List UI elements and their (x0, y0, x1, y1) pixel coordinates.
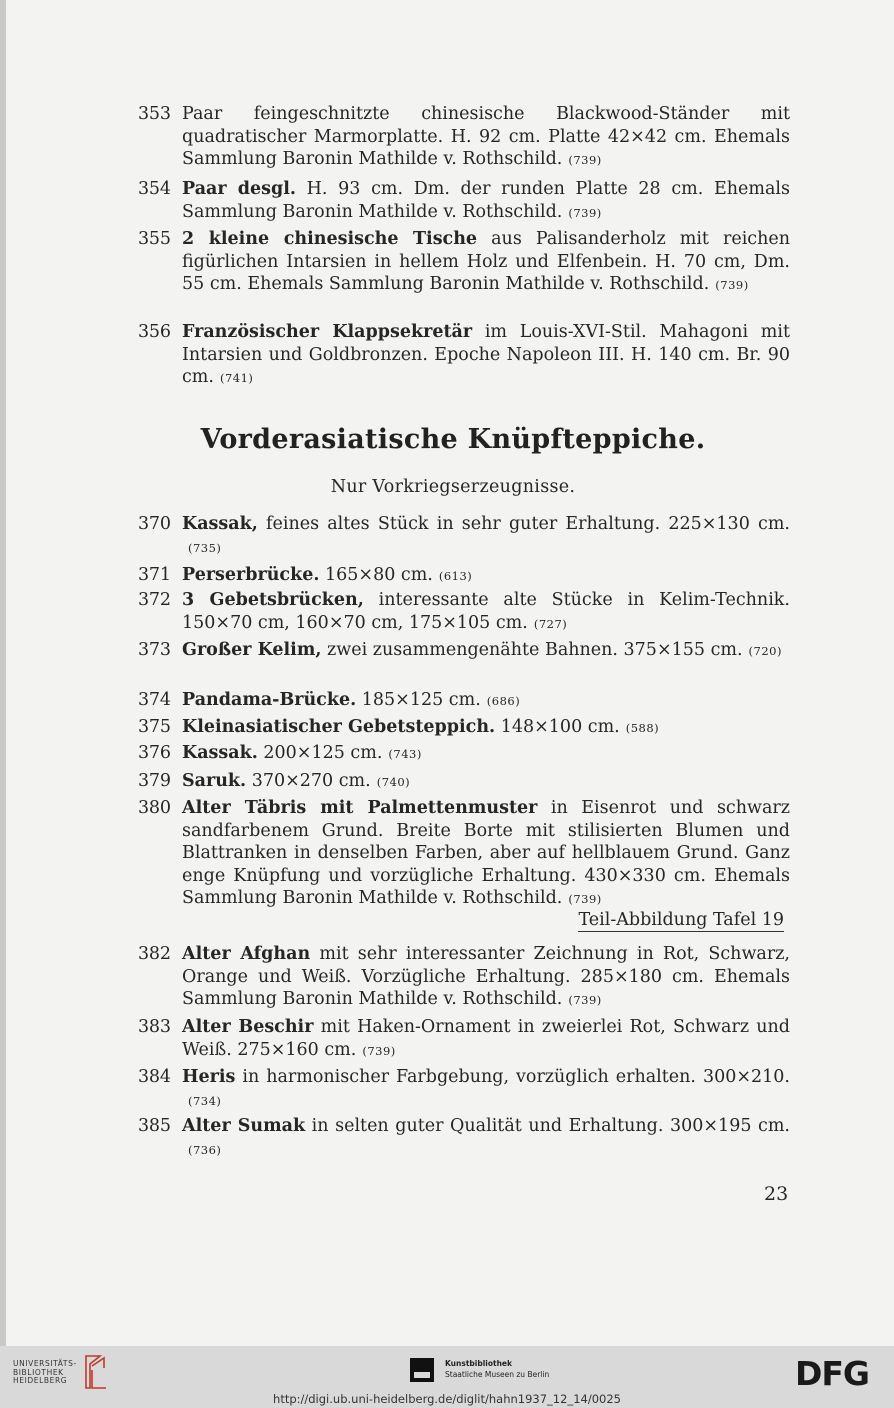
entry-number: 385 (138, 1116, 171, 1136)
page-number: 23 (764, 1183, 789, 1205)
entry-number: 371 (138, 565, 171, 585)
university-library-logo: UNIVERSITÄTS- BIBLIOTHEK HEIDELBERG (13, 1359, 77, 1386)
entry-title: Kassak. (182, 743, 258, 763)
catalog-entry (138, 639, 790, 663)
kunstbibliothek-icon (410, 1358, 434, 1382)
entry-title: Pandama-Brücke. (182, 690, 357, 710)
entry-title: Alter Täbris mit Palmettenmuster (182, 798, 538, 818)
entry-reference: (686) (486, 694, 521, 708)
entry-reference: (739) (568, 153, 602, 168)
entry-number: 382 (138, 944, 171, 964)
dfg-logo: DFG (795, 1354, 870, 1393)
entry-number: 375 (138, 717, 171, 737)
entry-reference: (743) (388, 747, 422, 761)
entry-number: 370 (138, 514, 171, 534)
entry-description: 165×80 cm. (325, 565, 433, 585)
entry-description: 148×100 cm. (500, 717, 620, 737)
catalog-entry (138, 228, 790, 297)
entry-reference: (720) (748, 644, 782, 658)
entry-number: 356 (138, 322, 171, 342)
catalog-entry (138, 716, 790, 740)
entry-title: Kleinasiatischer Gebetsteppich. (182, 717, 496, 737)
entry-reference: (739) (715, 278, 749, 293)
entry-title: Alter Afghan (182, 944, 311, 964)
entry-number: 376 (138, 743, 171, 763)
entry-reference: (613) (438, 569, 473, 583)
entry-description: zwei zusammengenähte Bahnen. 375×155 cm. (327, 640, 743, 660)
entry-description: mit sehr interessanter Zeichnung in Rot, Schwarz, Orange und Weiß. Vorzügliche Erhaltung. 285×180 cm. Ehemals Sammlung Baronin Mathilde v. Rothschild. (182, 944, 790, 1010)
catalog-entry (138, 103, 790, 172)
catalog-entry (138, 689, 790, 713)
entry-reference: (741) (219, 371, 254, 386)
entry-number: 383 (138, 1017, 171, 1037)
entry-description: mit Haken-Ornament in zweierlei Rot, Schwarz und Weiß. 275×160 cm. (182, 1017, 790, 1060)
section-subheading: Nur Vorkriegserzeugnisse. (330, 477, 576, 497)
catalog-entry (138, 1115, 790, 1161)
entry-number: 379 (138, 771, 171, 791)
catalog-entry (138, 178, 790, 224)
entry-title: Alter Sumak (182, 1116, 306, 1136)
entry-description: 185×125 cm. (361, 690, 481, 710)
catalog-entry (138, 1066, 790, 1112)
entry-number: 355 (138, 229, 171, 249)
catalog-entry (138, 513, 790, 559)
entry-title: Alter Beschir (182, 1017, 314, 1037)
entry-number: 372 (138, 590, 171, 610)
entry-reference: (740) (376, 775, 411, 789)
catalog-entry (138, 797, 790, 911)
entry-number: 373 (138, 640, 171, 660)
entry-title: Saruk. (182, 771, 247, 791)
entry-description: 200×125 cm. (263, 743, 383, 763)
entry-reference: (736) (188, 1142, 222, 1157)
catalog-entry (138, 742, 790, 766)
entry-description: 370×270 cm. (251, 771, 371, 791)
source-url[interactable]: http://digi.ub.uni-heidelberg.de/diglit/hahn1937_12_14/0025 (273, 1392, 621, 1406)
catalog-entry (138, 943, 790, 1012)
catalog-entry (138, 589, 790, 635)
entry-number: 354 (138, 179, 171, 199)
entry-title: Kassak, (182, 514, 258, 534)
entry-description: in selten guter Qualität und Erhaltung. 300×195 cm. (311, 1116, 790, 1136)
entry-description: im Louis-XVI-Stil. Mahagoni mit Intarsien und Goldbronzen. Epoche Napoleon III. H. 140 cm. Br. 90 cm. (182, 322, 790, 388)
entry-title: Paar desgl. (182, 179, 296, 199)
entry-reference: (739) (568, 993, 602, 1008)
plate-reference: Teil-Abbildung Tafel 19 (578, 910, 784, 930)
kunstbibliothek-label: Kunstbibliothek Staatliche Museen zu Berlin (445, 1359, 550, 1379)
entry-reference: (735) (188, 540, 222, 555)
entry-reference: (739) (568, 892, 602, 907)
entry-reference: (727) (533, 616, 568, 631)
entry-title: 2 kleine chinesische Tische (182, 229, 478, 249)
entry-title: Großer Kelim, (182, 640, 322, 660)
catalog-entry (138, 564, 790, 588)
entry-number: 374 (138, 690, 171, 710)
entry-number: 353 (138, 104, 171, 124)
entry-number: 380 (138, 798, 171, 818)
university-mark-icon (82, 1354, 108, 1390)
entry-number: 384 (138, 1067, 171, 1087)
entry-reference: (739) (362, 1043, 396, 1058)
entry-title: Französischer Klappsekretär (182, 322, 473, 342)
entry-description: aus Palisanderholz mit reichen figürlichen Intarsien in hellem Holz und Elfenbein. H. 70 cm, Dm. 55 cm. Ehemals Sammlung Baronin Mathilde v. Rothschild. (182, 229, 791, 295)
entry-description: in Eisenrot und schwarz sandfarbenem Grund. Breite Borte mit stilisierten Blumen und Blattranken in denselben Farben, aber auf hellblauem Grund. Ganz enge Knüpfung und vorzügliche Erhaltung. 430×330 cm. Ehemals Sammlung Baronin Mathilde v. Rothschild. (182, 798, 790, 909)
entry-title: Perserbrücke. (182, 565, 320, 585)
entry-reference: (734) (188, 1093, 222, 1108)
entry-title: Heris (182, 1067, 236, 1087)
digitization-footer (0, 1346, 894, 1408)
section-heading: Vorderasiatische Knüpfteppiche. (200, 424, 706, 455)
entry-reference: (739) (568, 205, 602, 220)
entry-description: Paar feingeschnitzte chinesische Blackwood-Ständer mit quadratischer Marmorplatte. H. 92 cm. Platte 42×42 cm. Ehemals Sammlung Baronin Mathilde v. Rothschild. (182, 104, 790, 170)
catalog-entry (138, 770, 790, 794)
catalog-entry (138, 321, 790, 390)
catalog-entry (138, 1016, 790, 1062)
entry-description: interessante alte Stücke in Kelim-Technik. 150×70 cm, 160×70 cm, 175×105 cm. (182, 590, 790, 633)
entry-description: H. 93 cm. Dm. der runden Platte 28 cm. Ehemals Sammlung Baronin Mathilde v. Rothschild. (182, 179, 790, 222)
entry-title: 3 Gebetsbrücken, (182, 590, 364, 610)
entry-description: in harmonischer Farbgebung, vorzüglich erhalten. 300×210. (242, 1067, 790, 1087)
entry-reference: (588) (625, 721, 660, 735)
entry-description: feines altes Stück in sehr guter Erhaltung. 225×130 cm. (266, 514, 790, 534)
